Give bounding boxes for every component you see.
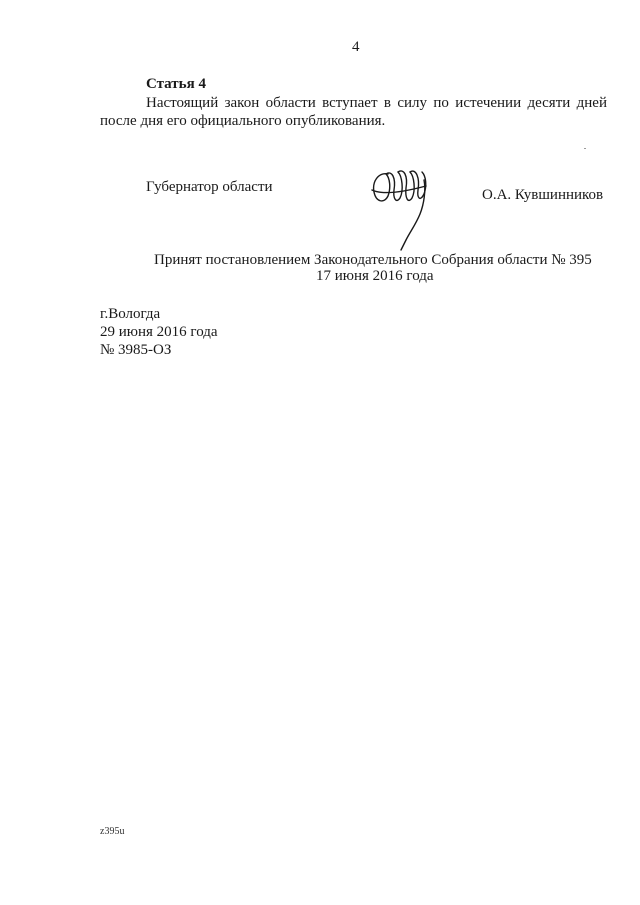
place-of-signing: г.Вологда xyxy=(100,306,161,322)
article-heading: Статья 4 xyxy=(146,76,206,92)
law-number: № 3985-ОЗ xyxy=(100,342,172,358)
adoption-date: 17 июня 2016 года xyxy=(316,268,434,284)
article-body xyxy=(100,94,607,130)
document-code: z395u xyxy=(100,826,125,837)
governor-title: Губернатор области xyxy=(146,179,273,195)
handwritten-signature xyxy=(366,160,436,252)
page-number: 4 xyxy=(352,39,360,55)
scan-speck xyxy=(584,148,586,149)
article-body-line2: после дня его официального опубликования. xyxy=(100,113,386,129)
article-body-line1: Настоящий закон области вступает в силу по истечении десяти дней xyxy=(146,95,607,111)
governor-name: О.А. Кувшинников xyxy=(482,187,604,203)
adoption-statement: Принят постановлением Законодательного Собрания области № 395 xyxy=(154,252,592,268)
signing-date: 29 июня 2016 года xyxy=(100,324,218,340)
